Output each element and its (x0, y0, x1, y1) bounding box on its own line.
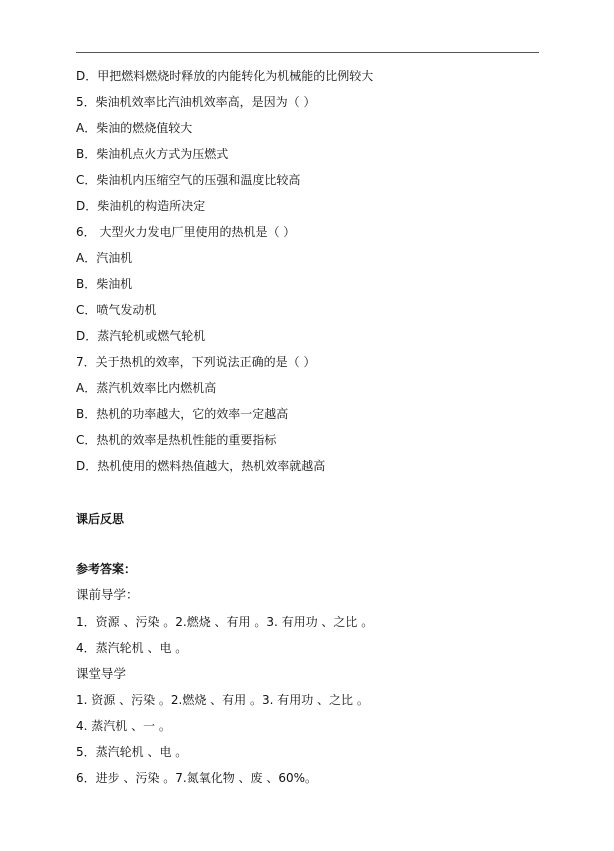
inclass-answer-line: 5．蒸汽轮机 、电 。 (76, 745, 188, 759)
reflection-heading: 课后反思 (76, 512, 125, 526)
inclass-answer-line: 1. 资源 、污染 。2.燃烧 、有用 。3. 有用功 、之比 。 (76, 693, 369, 707)
q7-option-c: C．热机的效率是热机性能的重要指标 (76, 433, 277, 447)
q6-option-c: C．喷气发动机 (76, 303, 157, 317)
q7-stem: 7．关于热机的效率，下列说法正确的是（ ） (76, 355, 316, 369)
inclass-answer-line: 4. 蒸汽机 、一 。 (76, 719, 171, 733)
q6-option-b: B．柴油机 (76, 277, 133, 291)
q6-option-d: D．蒸汽轮机或燃气轮机 (76, 329, 206, 343)
preclass-answer-line: 4．蒸汽轮机 、电 。 (76, 641, 188, 655)
inclass-answer-line: 6．进步 、污染 。7.氮氧化物 、废 、60%。 (76, 771, 318, 785)
q6-option-a: A．汽油机 (76, 251, 133, 265)
preclass-title: 课前导学： (76, 587, 139, 602)
q5-option-c: C．柴油机内压缩空气的压强和温度比较高 (76, 173, 301, 187)
q7-option-d: D．热机使用的燃料热值越大，热机效率就越高 (76, 459, 326, 473)
q5-stem: 5．柴油机效率比汽油机效率高，是因为（ ） (76, 95, 316, 109)
q7-option-a: A．蒸汽机效率比内燃机高 (76, 381, 217, 395)
q7-option-b: B．热机的功率越大，它的效率一定越高 (76, 407, 289, 421)
q5-option-a: A．柴油的燃烧值较大 (76, 121, 193, 135)
q5-option-d: D．柴油机的构造所决定 (76, 199, 206, 213)
q6-stem: 6． 大型火力发电厂里使用的热机是（ ） (76, 225, 296, 239)
inclass-title: 课堂导学 (76, 666, 127, 681)
answers-heading: 参考答案： (76, 562, 137, 576)
q4-option-d: D．甲把燃料燃烧时释放的内能转化为机械能的比例较大 (76, 69, 374, 83)
preclass-answer-line: 1．资源 、污染 。2.燃烧 、有用 。3. 有用功 、之比 。 (76, 615, 374, 629)
q5-option-b: B．柴油机点火方式为压燃式 (76, 147, 229, 161)
header-rule (76, 52, 539, 53)
